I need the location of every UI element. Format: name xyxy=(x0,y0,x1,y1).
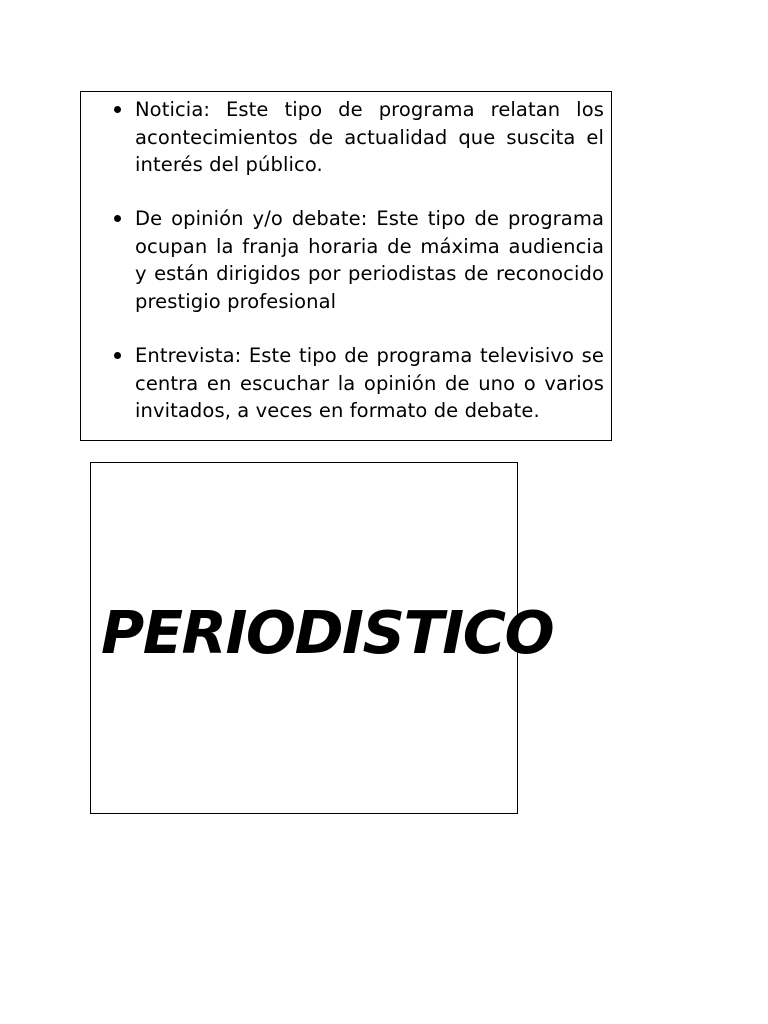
bullet-icon xyxy=(114,215,121,222)
list-item-noticia xyxy=(135,96,604,179)
list-item-text: De opinión y/o debate: Este tipo de programa ocupan la franja horaria de máxima audiencia y están dirigidos por periodistas de reconocido prestigio profesional xyxy=(135,207,604,313)
bullet-icon xyxy=(114,106,121,113)
program-types-box xyxy=(80,91,612,441)
bullet-icon xyxy=(114,352,121,359)
list-item-text: Noticia: Este tipo de programa relatan los acontecimientos de actualidad que suscita el interés del público. xyxy=(135,98,604,176)
title-box xyxy=(90,462,554,814)
page-title: PERIODISTICO xyxy=(101,598,554,667)
list-item-opinion-debate xyxy=(135,205,604,315)
list-item-text: Entrevista: Este tipo de programa televisivo se centra en escuchar la opinión de uno o varios invitados, a veces en formato de debate. xyxy=(135,344,604,422)
list-item-entrevista xyxy=(135,342,604,425)
